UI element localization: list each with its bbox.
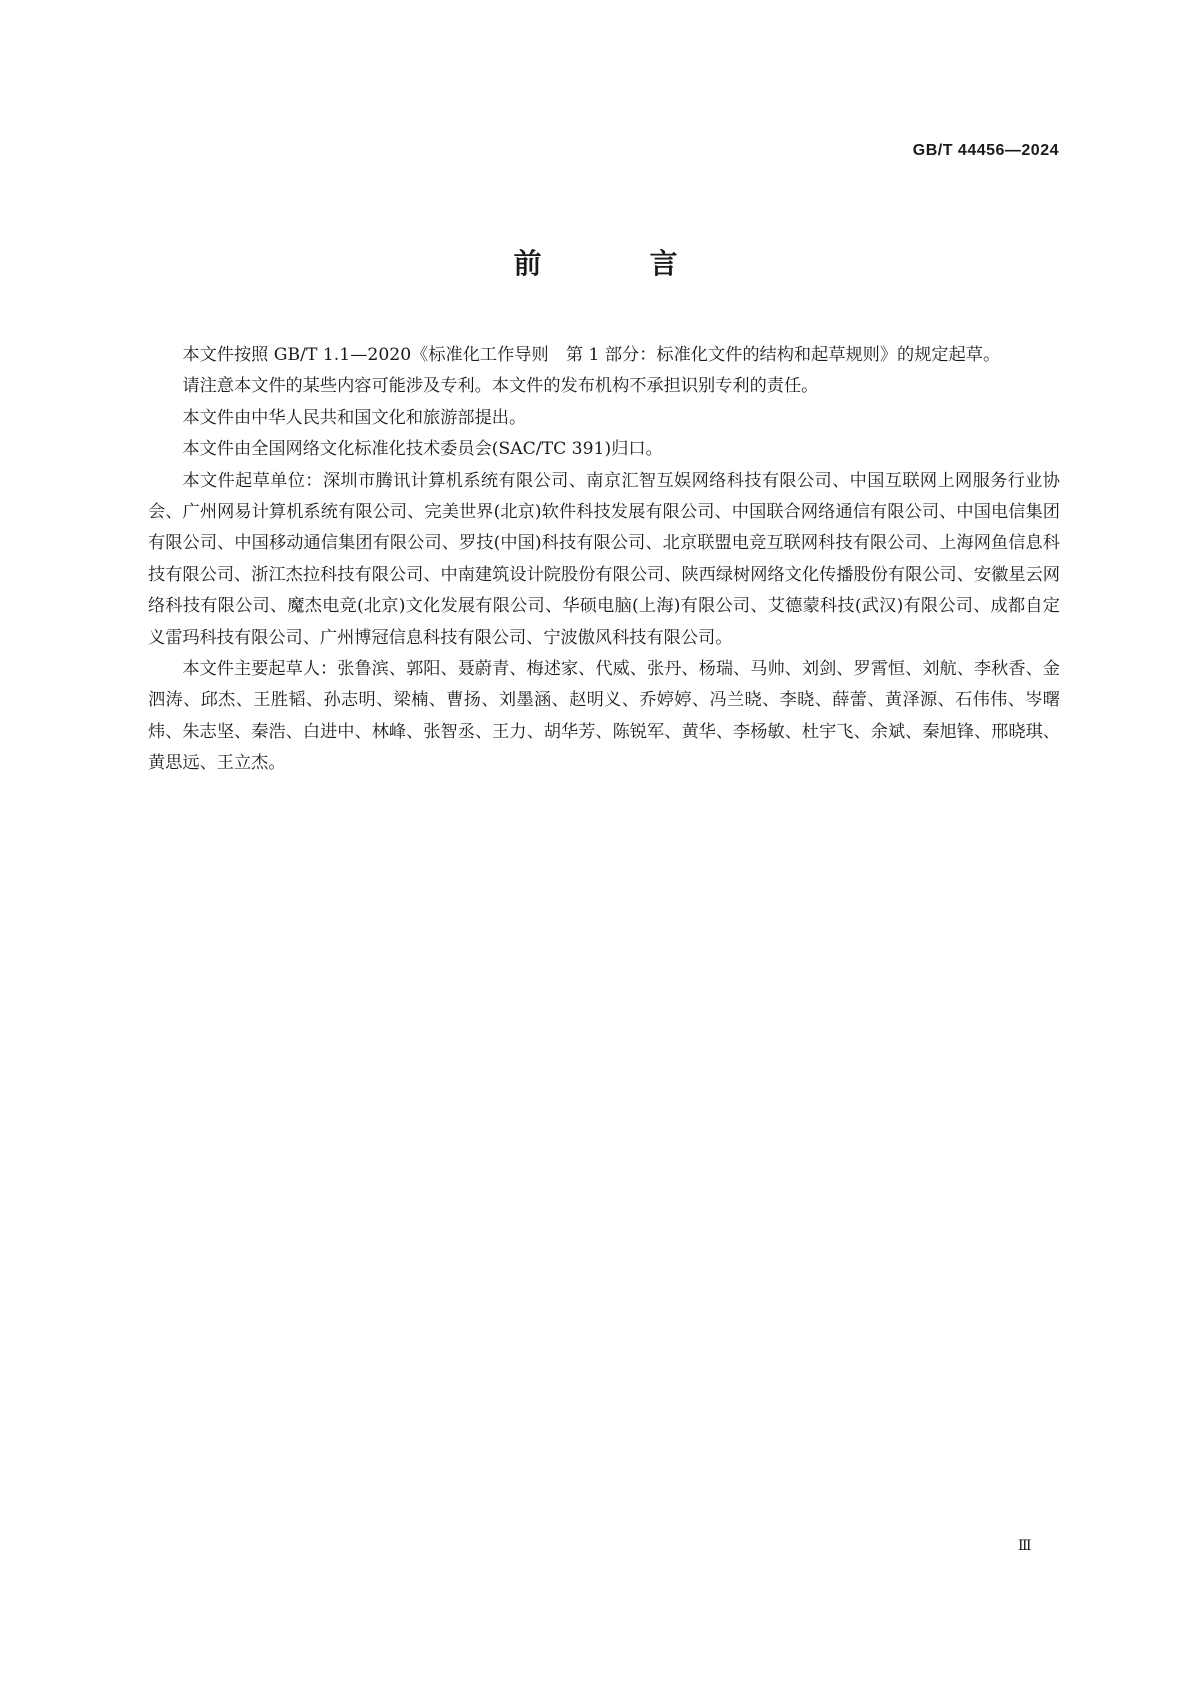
paragraph-committee: 本文件由全国网络文化标准化技术委员会(SAC/TC 391)归口。 bbox=[182, 439, 663, 460]
paragraph-proposer: 本文件由中华人民共和国文化和旅游部提出。 bbox=[182, 407, 527, 428]
paragraph-patent-notice: 请注意本文件的某些内容可能涉及专利。本文件的发布机构不承担识别专利的责任。 bbox=[182, 376, 819, 397]
paragraph-drafting-rules: 本文件按照 GB/T 1.1—2020《标准化工作导则 第 1 部分：标准化文件的结构和起草规则》的规定起草。 bbox=[182, 345, 1001, 365]
paragraph-drafting-units: 本文件起草单位：深圳市腾讯计算机系统有限公司、南京汇智互娱网络科技有限公司、中国互联网上网服务行业协会、广州网易计算机系统有限公司、完美世界(北京)软件科技发展有限公司、中国联合网络通信有限公司、中国电信集团有限公司、中国移动通信集团有限公司、罗技(中国)科技有限公司、北京联盟电竞互联网科技有限公司、上海网鱼信息科技有限公司、浙江杰拉科技有限公司、中南建筑设计院股份有限公司、陕西绿树网络文化传播股份有限公司、安徽星云网络科技有限公司、魔杰电竞(北京)文化发展有限公司、华硕电脑(上海)有限公司、艾德蒙科技(武汉)有限公司、成都自定义雷玛科技有限公司、广州博冠信息科技有限公司、宁波傲风科技有限公司。 bbox=[148, 470, 1060, 648]
standard-number: GB/T 44456—2024 bbox=[912, 142, 1059, 159]
paragraph-drafters: 本文件主要起草人：张鲁滨、郭阳、聂蔚青、梅述家、代威、张丹、杨瑞、马帅、刘剑、罗霄恒、刘航、李秋香、金泗涛、邱杰、王胜韬、孙志明、梁楠、曹扬、刘墨涵、赵明义、乔婷婷、冯兰晓、李晓、薛蕾、黄泽源、石伟伟、岑曙炜、朱志坚、秦浩、白进中、林峰、张智丞、王力、胡华芳、陈锐军、黄华、李杨敏、杜宇飞、余斌、秦旭锋、邢晓琪、黄思远、王立杰。 bbox=[148, 659, 1060, 774]
foreword-body bbox=[148, 340, 1060, 780]
page-title: 前 言 bbox=[513, 247, 718, 280]
page-number: Ⅲ bbox=[1017, 1538, 1031, 1554]
